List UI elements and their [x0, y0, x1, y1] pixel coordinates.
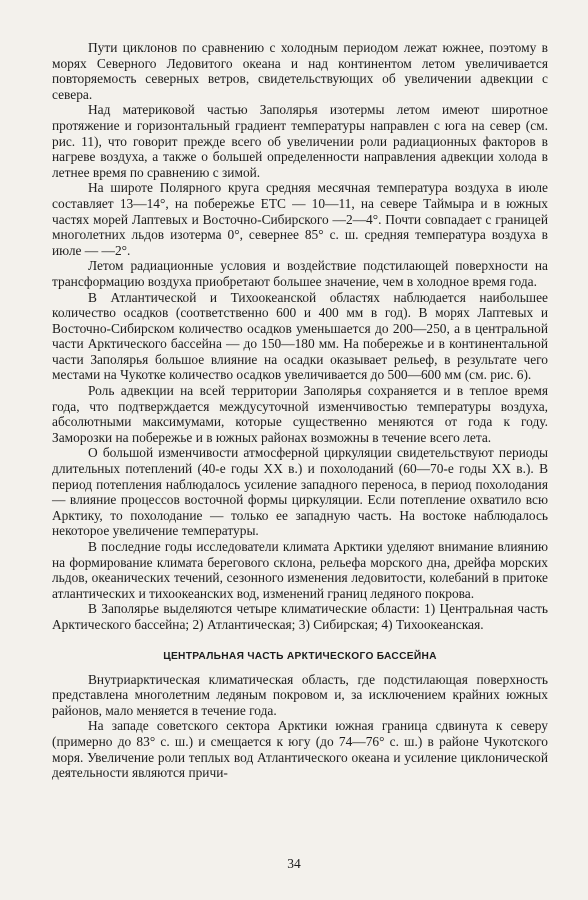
paragraph: В Заполярье выделяются четыре климатические области: 1) Центральная часть Арктического бассейна; 2) Атлантическая; 3) Сибирская; 4) Тихоокеанская.	[52, 601, 548, 632]
paragraph: Роль адвекции на всей территории Заполярья сохраняется и в теплое время года, что подтверждается междусуточной изменчивостью температуры воздуха, абсолютными максимумами, которые существенно меняются от года к году. Заморозки на побережье и в южных районах возможны в течение всего лета.	[52, 383, 548, 445]
paragraph: На западе советского сектора Арктики южная граница сдвинута к северу (примерно до 83° с. ш.) и смещается к югу (до 74—76° с. ш.) в районе Чукотского моря. Увеличение роли теплых вод Атлантического океана и усиление циклонической деятельности являются причи-	[52, 718, 548, 781]
paragraph: В Атлантической и Тихоокеанской областях наблюдается наибольшее количество осадков (соответственно 600 и 400 мм в год). В морях Лаптевых и Восточно-Сибирском количество осадков уменьшается до 200—250, а в центральной части Арктического бассейна — до 150—180 мм. На побережье и в континентальной части Заполярья большое влияние на осадки оказывает рельеф, в результате чего местами на Чукотке количество осадков увеличивается до 500—600 мм (см. рис. 6).	[52, 289, 548, 383]
paragraph: О большой изменчивости атмосферной циркуляции свидетельствуют периоды длительных потеплений (40-е годы XX в.) и похолоданий (60—70-е годы XX в.). В период потепления наблюдалось усиление западного переноса, в период похолодания — влияние процессов восточной формы циркуляции. Если потепление охватило всю Арктику, то похолодание — только ее западную часть. На востоке наблюдалось некоторое увеличение температуры.	[52, 445, 548, 539]
body-text-top	[52, 40, 548, 633]
body-text-bottom	[52, 672, 548, 781]
paragraph: На широте Полярного круга средняя месячная температура воздуха в июле составляет 13—14°, на побережье ЕТС — 10—11, на севере Таймыра и в южных частях морей Лаптевых и Восточно-Сибирского —2—4°. Почти совпадает с границей многолетних льдов изотерма 0°, севернее 85° с. ш. средняя температура воздуха в июле — —2°.	[52, 180, 548, 258]
paragraph: Пути циклонов по сравнению с холодным периодом лежат южнее, поэтому в морях Северного Ледовитого океана и над континентом летом увеличивается повторяемость северных ветров, свидетельствующих об увеличении адвекции с севера.	[52, 40, 548, 102]
paragraph: Над материковой частью Заполярья изотермы летом имеют широтное протяжение и горизонтальный градиент температуры направлен с юга на север (см. рис. 11), что говорит прежде всего об увеличении роли радиационных факторов в нагреве воздуха, а также о большей определенности направления адвекции холода в летнее время по сравнению с зимой.	[52, 102, 548, 180]
paragraph: Летом радиационные условия и воздействие подстилающей поверхности на трансформацию воздуха приобретают большее значение, чем в холодное время года.	[52, 258, 548, 289]
section-heading: ЦЕНТРАЛЬНАЯ ЧАСТЬ АРКТИЧЕСКОГО БАССЕЙНА	[163, 650, 437, 662]
paragraph: Внутриарктическая климатическая область, где подстилающая поверхность представлена многолетним ледяным покровом и, за исключением крайних южных районов, мало меняется в течение года.	[52, 671, 548, 718]
page-number: 34	[287, 856, 301, 871]
paragraph: В последние годы исследователи климата Арктики уделяют внимание влиянию на формирование климата берегового склона, рельефа морского дна, дрейфа морских льдов, океанических течений, сезонного изменения ледовитости, колебаний в притоке атлантических и тихоокеанских вод, изменений границ ледяного покрова.	[52, 539, 548, 601]
